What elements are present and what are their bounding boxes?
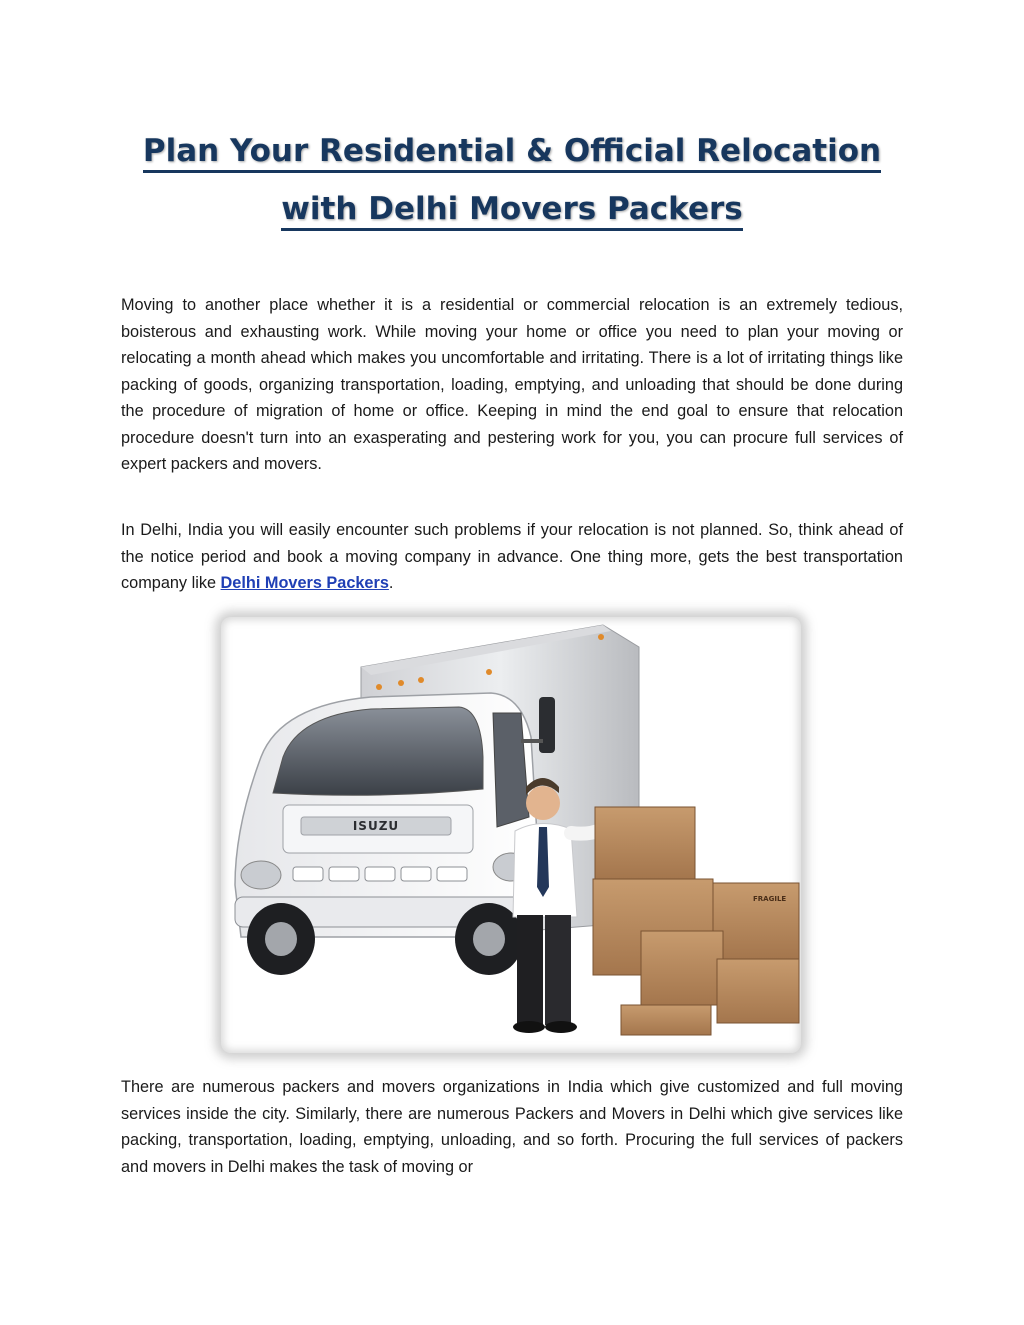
delhi-paragraph-end: . [388, 574, 394, 592]
delhi-paragraph-text: In Delhi, India you will easily encounter such problems if your relocation is not planned. So, think ahead of the notice period and book a moving company in advance. One thing more, gets the best transportation company like [121, 521, 903, 592]
services-paragraph: There are numerous packers and movers organizations in India which give customized and full moving services inside the city. Similarly, there are numerous Packers and Movers in Delhi which give services like packing, transportation, loading, emptying, unloading, and so forth. Procuring the full services of packers and movers in Delhi makes the task of moving or [121, 1078, 903, 1176]
delhi-movers-packers-link[interactable]: Delhi Movers Packers [220, 574, 389, 592]
intro-paragraph: Moving to another place whether it is a residential or commercial relocation is an extremely tedious, boisterous and exhausting work. While moving your home or office you need to plan your moving or relocating a month ahead which makes you uncomfortable and irritating. There is a lot of irritating things like packing of goods, organizing transportation, loading, emptying, and unloading that should be done during the procedure of migration of home or office. Keeping in mind the end goal to ensure that relocation procedure doesn't turn into an exasperating and pestering work for you, you can procure full services of expert packers and movers. [121, 296, 903, 473]
cardboard-boxes [593, 807, 799, 1035]
truck-photo [221, 617, 801, 1053]
page-title [0, 122, 1024, 238]
title-line-1: Plan Your Residential & Official Relocation [143, 133, 881, 173]
truck-illustration [221, 617, 801, 1053]
delhi-paragraph [121, 517, 903, 597]
box-fragile-label: FRAGILE [753, 895, 787, 903]
title-line-2: with Delhi Movers Packers [281, 191, 742, 231]
truck-brand: ISUZU [352, 819, 400, 833]
